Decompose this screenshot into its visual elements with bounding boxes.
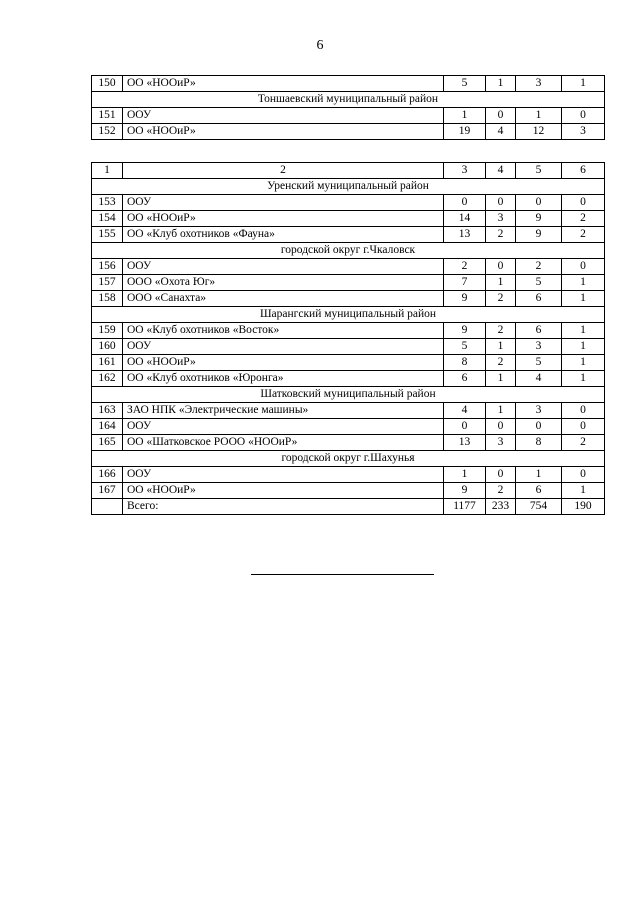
row-number-cell: 163 — [92, 403, 123, 419]
section-row — [92, 387, 605, 403]
table-row — [92, 211, 605, 227]
value-cell-col6: 3 — [562, 124, 605, 140]
value-cell-col6: 1 — [562, 291, 605, 307]
table-row — [92, 275, 605, 291]
table-row — [92, 124, 605, 140]
value-cell-col6: 1 — [562, 483, 605, 499]
section-title: городской округ г.Шахунья — [92, 451, 605, 467]
column-number-cell: 5 — [516, 163, 562, 179]
value-cell-col4: 3 — [486, 211, 516, 227]
column-number-cell: 1 — [92, 163, 123, 179]
value-cell-col3: 7 — [444, 275, 486, 291]
section-row — [92, 307, 605, 323]
value-cell-col5: 3 — [516, 76, 562, 92]
value-cell-col3: 0 — [444, 195, 486, 211]
value-cell-col6: 0 — [562, 419, 605, 435]
row-number-cell: 153 — [92, 195, 123, 211]
organization-cell: ОО «НООиР» — [123, 76, 444, 92]
table-row — [92, 499, 605, 515]
value-cell-col5: 1 — [516, 467, 562, 483]
value-cell-col3: 5 — [444, 339, 486, 355]
allocation-table — [91, 162, 605, 515]
value-cell-col4: 2 — [486, 227, 516, 243]
value-cell-col6: 0 — [562, 259, 605, 275]
value-cell-col3: 1 — [444, 467, 486, 483]
organization-cell: ОО «НООиР» — [123, 483, 444, 499]
allocation-table-continued — [91, 75, 605, 140]
value-cell-col3: 2 — [444, 259, 486, 275]
row-number-cell: 150 — [92, 76, 123, 92]
organization-cell: ОО «Клуб охотников «Восток» — [123, 323, 444, 339]
value-cell-col6: 1 — [562, 76, 605, 92]
row-number-cell: 152 — [92, 124, 123, 140]
organization-cell: ООУ — [123, 259, 444, 275]
value-cell-col4: 2 — [486, 355, 516, 371]
value-cell-col6: 1 — [562, 275, 605, 291]
value-cell-col5: 6 — [516, 291, 562, 307]
table-row — [92, 403, 605, 419]
value-cell-col6: 2 — [562, 211, 605, 227]
value-cell-col4: 1 — [486, 275, 516, 291]
column-number-cell: 6 — [562, 163, 605, 179]
value-cell-col4: 0 — [486, 108, 516, 124]
value-cell-col5: 4 — [516, 371, 562, 387]
section-row — [92, 451, 605, 467]
organization-cell: ООУ — [123, 339, 444, 355]
organization-cell: ОО «НООиР» — [123, 211, 444, 227]
value-cell-col3: 9 — [444, 291, 486, 307]
organization-cell: ОО «НООиР» — [123, 355, 444, 371]
section-row — [92, 243, 605, 259]
table-row — [92, 291, 605, 307]
organization-cell: ОО «Шатковское РООО «НООиР» — [123, 435, 444, 451]
organization-cell: ОО «Клуб охотников «Юронга» — [123, 371, 444, 387]
value-cell-col3: 1 — [444, 108, 486, 124]
value-cell-col5: 8 — [516, 435, 562, 451]
value-cell-col5: 0 — [516, 419, 562, 435]
value-cell-col6: 1 — [562, 371, 605, 387]
table-row — [92, 259, 605, 275]
row-number-cell: 162 — [92, 371, 123, 387]
value-cell-col3: 14 — [444, 211, 486, 227]
column-number-row — [92, 163, 605, 179]
value-cell-col3: 6 — [444, 371, 486, 387]
value-cell-col3: 5 — [444, 76, 486, 92]
row-number-cell: 167 — [92, 483, 123, 499]
row-number-cell: 166 — [92, 467, 123, 483]
section-title: Шатковский муниципальный район — [92, 387, 605, 403]
table-row — [92, 467, 605, 483]
organization-cell: ОО «Клуб охотников «Фауна» — [123, 227, 444, 243]
value-cell-col4: 3 — [486, 435, 516, 451]
table-row — [92, 435, 605, 451]
section-row — [92, 179, 605, 195]
value-cell-col5: 754 — [516, 499, 562, 515]
value-cell-col5: 3 — [516, 403, 562, 419]
value-cell-col6: 1 — [562, 323, 605, 339]
table-row — [92, 227, 605, 243]
organization-cell: ООО «Санахта» — [123, 291, 444, 307]
table-row — [92, 483, 605, 499]
page-number: 6 — [316, 38, 324, 53]
organization-cell: ООУ — [123, 419, 444, 435]
value-cell-col5: 9 — [516, 211, 562, 227]
value-cell-col6: 0 — [562, 467, 605, 483]
value-cell-col4: 2 — [486, 323, 516, 339]
row-number-cell: 154 — [92, 211, 123, 227]
table-row — [92, 339, 605, 355]
value-cell-col5: 5 — [516, 275, 562, 291]
organization-cell: ОО «НООиР» — [123, 124, 444, 140]
table-row — [92, 76, 605, 92]
value-cell-col4: 0 — [486, 195, 516, 211]
table-row — [92, 108, 605, 124]
value-cell-col5: 0 — [516, 195, 562, 211]
value-cell-col3: 13 — [444, 435, 486, 451]
value-cell-col3: 19 — [444, 124, 486, 140]
value-cell-col5: 2 — [516, 259, 562, 275]
value-cell-col5: 3 — [516, 339, 562, 355]
column-number-cell: 2 — [123, 163, 444, 179]
value-cell-col4: 2 — [486, 483, 516, 499]
organization-cell: ООУ — [123, 467, 444, 483]
column-number-cell: 3 — [444, 163, 486, 179]
table-row — [92, 355, 605, 371]
row-number-cell: 155 — [92, 227, 123, 243]
value-cell-col5: 12 — [516, 124, 562, 140]
value-cell-col6: 1 — [562, 355, 605, 371]
table-row — [92, 195, 605, 211]
value-cell-col3: 4 — [444, 403, 486, 419]
value-cell-col5: 6 — [516, 483, 562, 499]
value-cell-col6: 2 — [562, 435, 605, 451]
value-cell-col4: 1 — [486, 371, 516, 387]
value-cell-col6: 0 — [562, 108, 605, 124]
end-divider-line — [251, 574, 434, 575]
organization-cell: Всего: — [123, 499, 444, 515]
table-row — [92, 371, 605, 387]
value-cell-col4: 0 — [486, 259, 516, 275]
value-cell-col3: 0 — [444, 419, 486, 435]
row-number-cell: 165 — [92, 435, 123, 451]
table-row — [92, 323, 605, 339]
row-number-cell: 164 — [92, 419, 123, 435]
value-cell-col4: 1 — [486, 339, 516, 355]
column-number-cell: 4 — [486, 163, 516, 179]
value-cell-col4: 1 — [486, 403, 516, 419]
value-cell-col6: 190 — [562, 499, 605, 515]
row-number-cell: 160 — [92, 339, 123, 355]
value-cell-col3: 1177 — [444, 499, 486, 515]
organization-cell: ООО «Охота Юг» — [123, 275, 444, 291]
value-cell-col3: 9 — [444, 483, 486, 499]
organization-cell: ООУ — [123, 195, 444, 211]
value-cell-col4: 4 — [486, 124, 516, 140]
row-number-cell: 158 — [92, 291, 123, 307]
value-cell-col5: 5 — [516, 355, 562, 371]
section-title: Тоншаевский муниципальный район — [92, 92, 605, 108]
row-number-cell: 156 — [92, 259, 123, 275]
value-cell-col5: 6 — [516, 323, 562, 339]
row-number-cell — [92, 499, 123, 515]
section-title: Уренский муниципальный район — [92, 179, 605, 195]
value-cell-col6: 2 — [562, 227, 605, 243]
value-cell-col3: 9 — [444, 323, 486, 339]
value-cell-col3: 8 — [444, 355, 486, 371]
section-title: Шарангский муниципальный район — [92, 307, 605, 323]
value-cell-col4: 233 — [486, 499, 516, 515]
row-number-cell: 159 — [92, 323, 123, 339]
row-number-cell: 157 — [92, 275, 123, 291]
value-cell-col6: 0 — [562, 195, 605, 211]
row-number-cell: 161 — [92, 355, 123, 371]
value-cell-col6: 0 — [562, 403, 605, 419]
value-cell-col5: 1 — [516, 108, 562, 124]
row-number-cell: 151 — [92, 108, 123, 124]
value-cell-col3: 13 — [444, 227, 486, 243]
section-row — [92, 92, 605, 108]
table-row — [92, 419, 605, 435]
value-cell-col4: 0 — [486, 467, 516, 483]
value-cell-col4: 2 — [486, 291, 516, 307]
value-cell-col5: 9 — [516, 227, 562, 243]
organization-cell: ООУ — [123, 108, 444, 124]
section-title: городской округ г.Чкаловск — [92, 243, 605, 259]
value-cell-col4: 0 — [486, 419, 516, 435]
organization-cell: ЗАО НПК «Электрические машины» — [123, 403, 444, 419]
value-cell-col4: 1 — [486, 76, 516, 92]
value-cell-col6: 1 — [562, 339, 605, 355]
